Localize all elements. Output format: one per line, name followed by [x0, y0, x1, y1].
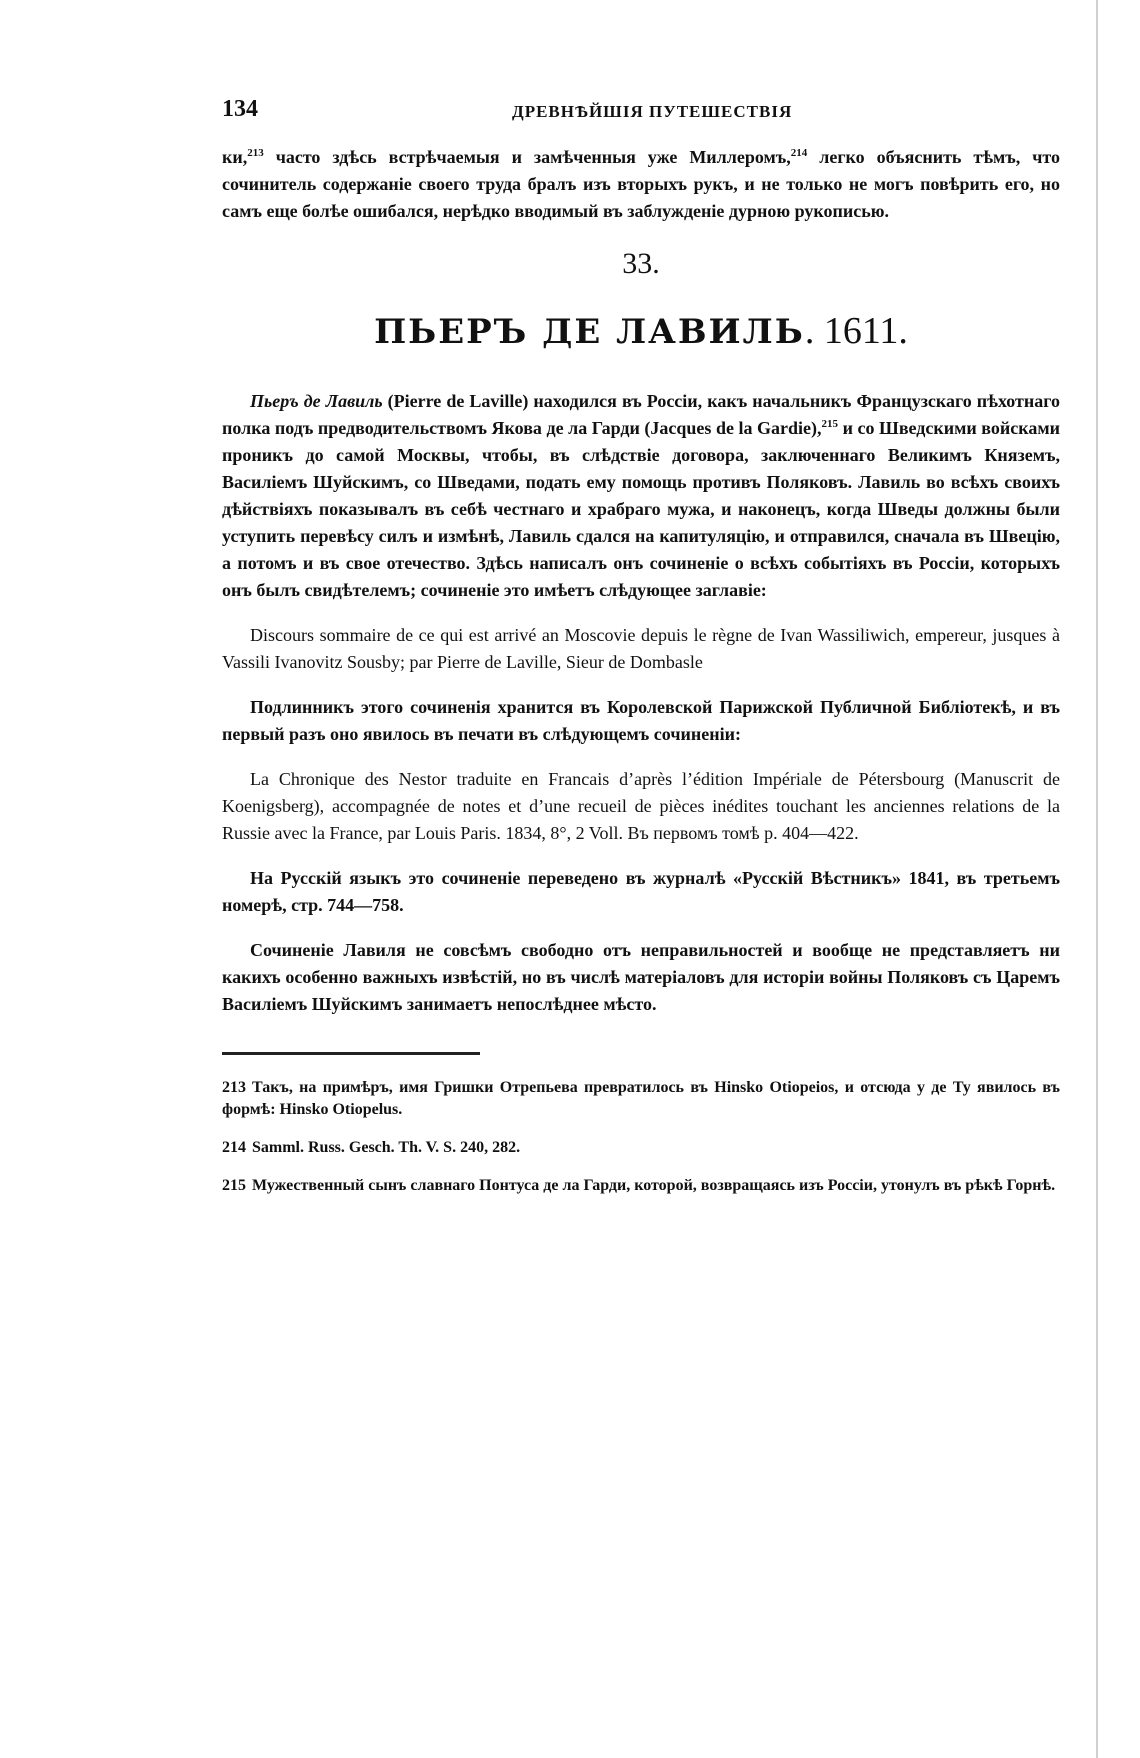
body-paragraph-1-text-b: и со Шведскими войсками проникъ до самой Москвы, чтобы, въ слѣдствіе договора, заключеннаго Великимъ Княземъ, Василіемъ Шуйскимъ, со Шведами, подать ему помощь противъ Поляковъ. Лавиль во всѣхъ своихъ дѣйствіяхъ показывалъ въ себѣ честнаго и храбраго мужа, и наконецъ, когда Шведы должны были уступить перевѣсу силъ и измѣнѣ, Лавиль сдался на капитуляцію, и отправился, сначала въ Швецію, а потомъ и въ свое отечество. Здѣсь написалъ онъ сочиненіе о всѣхъ событіяхъ въ Россіи, которыхъ онъ былъ свидѣтелемъ; сочиненіе это имѣетъ слѣдующее заглавіе:	[222, 418, 1060, 600]
footnote-text: Мужественный сынъ славнаго Понтуса де ла Гарди, которой, возвращаясь изъ Россіи, утонулъ въ рѣкѣ Горнѣ.	[252, 1177, 1056, 1194]
body-paragraph-2: Подлинникъ этого сочиненія хранится въ Королевской Парижской Публичной Библіотекѣ, и въ первый разъ оно явилось въ печати въ слѣдующемъ сочиненіи:	[222, 697, 1060, 744]
page-edge-line	[1096, 0, 1098, 1758]
footnote-215	[222, 1175, 1060, 1197]
intro-text-1: ки,	[222, 147, 248, 167]
footnote-ref-213: 213	[247, 147, 264, 159]
section-title-year: . 1611.	[804, 310, 908, 352]
running-title: ДРЕВНѢЙШІЯ ПУТЕШЕСТВІЯ	[512, 102, 793, 121]
author-name: Пьеръ де Лавиль	[250, 391, 383, 411]
intro-paragraph	[222, 144, 1060, 225]
section-title-name: ПЬЕРЪ ДЕ ЛАВИЛЬ	[374, 312, 805, 352]
footnote-number: 213	[222, 1079, 246, 1096]
footnote-number: 215	[222, 1177, 246, 1194]
body-paragraph-3: На Русскій языкъ это сочиненіе переведено въ журналѣ «Русскій Вѣстникъ» 1841, въ третьемъ номерѣ, стр. 744—758.	[222, 868, 1060, 915]
section-number: 33.	[622, 247, 660, 280]
footnote-text: Такъ, на примѣръ, имя Гришки Отрепьева превратилось въ Hinsko Otiopeios, и отсюда у де Ту явилось въ формѣ: Hinsko Otiopelus.	[222, 1079, 1060, 1118]
french-title: Discours sommaire de ce qui est arrivé an Moscovie depuis le règne de Ivan Wassiliwich, empereur, jusques à Vassili Ivanovitz Sousby; par Pierre de Laville, Sieur de Dombasle	[222, 625, 1060, 672]
body-paragraph-1	[222, 388, 1060, 604]
footnote-213	[222, 1077, 1060, 1121]
chronique-citation: La Chronique des Nestor traduite en Francais d’après l’édition Impériale de Pétersbourg (Manuscrit de Koenigsberg), accompagnée de notes et d’une recueil de pièces inédites touchant les anciennes relations de la Russie avec la France, par Louis Paris. 1834, 8°, 2 Voll. Въ первомъ томѣ p. 404—422.	[222, 769, 1060, 843]
footnote-number: 214	[222, 1139, 246, 1156]
footnote-text: Samml. Russ. Gesch. Th. V. S. 240, 282.	[252, 1139, 521, 1156]
footnote-divider	[222, 1052, 480, 1055]
page-number: 134	[222, 96, 258, 122]
body-paragraph-1-text-a: (Pierre de Laville) находился въ Россіи, какъ начальникъ Французскаго пѣхотнаго полка подъ предводительствомъ Якова де ла Гарди (Jacques de la Gardie),	[222, 391, 1060, 438]
page-header	[222, 96, 1060, 130]
footnote-ref-215: 215	[821, 418, 839, 430]
book-page	[222, 96, 1060, 1213]
footnote-ref-214: 214	[790, 147, 808, 159]
intro-text-2: часто здѣсь встрѣчаемыя и замѣченныя уже Миллеромъ,	[263, 147, 791, 167]
body-paragraph-4: Сочиненіе Лавиля не совсѣмъ свободно отъ неправильностей и вообще не представляетъ ни какихъ особенно важныхъ извѣстій, но въ числѣ матеріаловъ для исторіи войны Поляковъ съ Царемъ Василіемъ Шуйскимъ занимаетъ непослѣднее мѣсто.	[222, 940, 1060, 1014]
footnote-214	[222, 1137, 1060, 1159]
section-title	[222, 309, 1060, 354]
intro-text-3: легко объяснить тѣмъ, что сочинитель содержаніе своего труда бралъ изъ вторыхъ рукъ, и не только не могъ повѣрить его, но самъ еще болѣе ошибался, нерѣдко вводимый въ заблужденіе дурною рукописью.	[222, 147, 1060, 221]
